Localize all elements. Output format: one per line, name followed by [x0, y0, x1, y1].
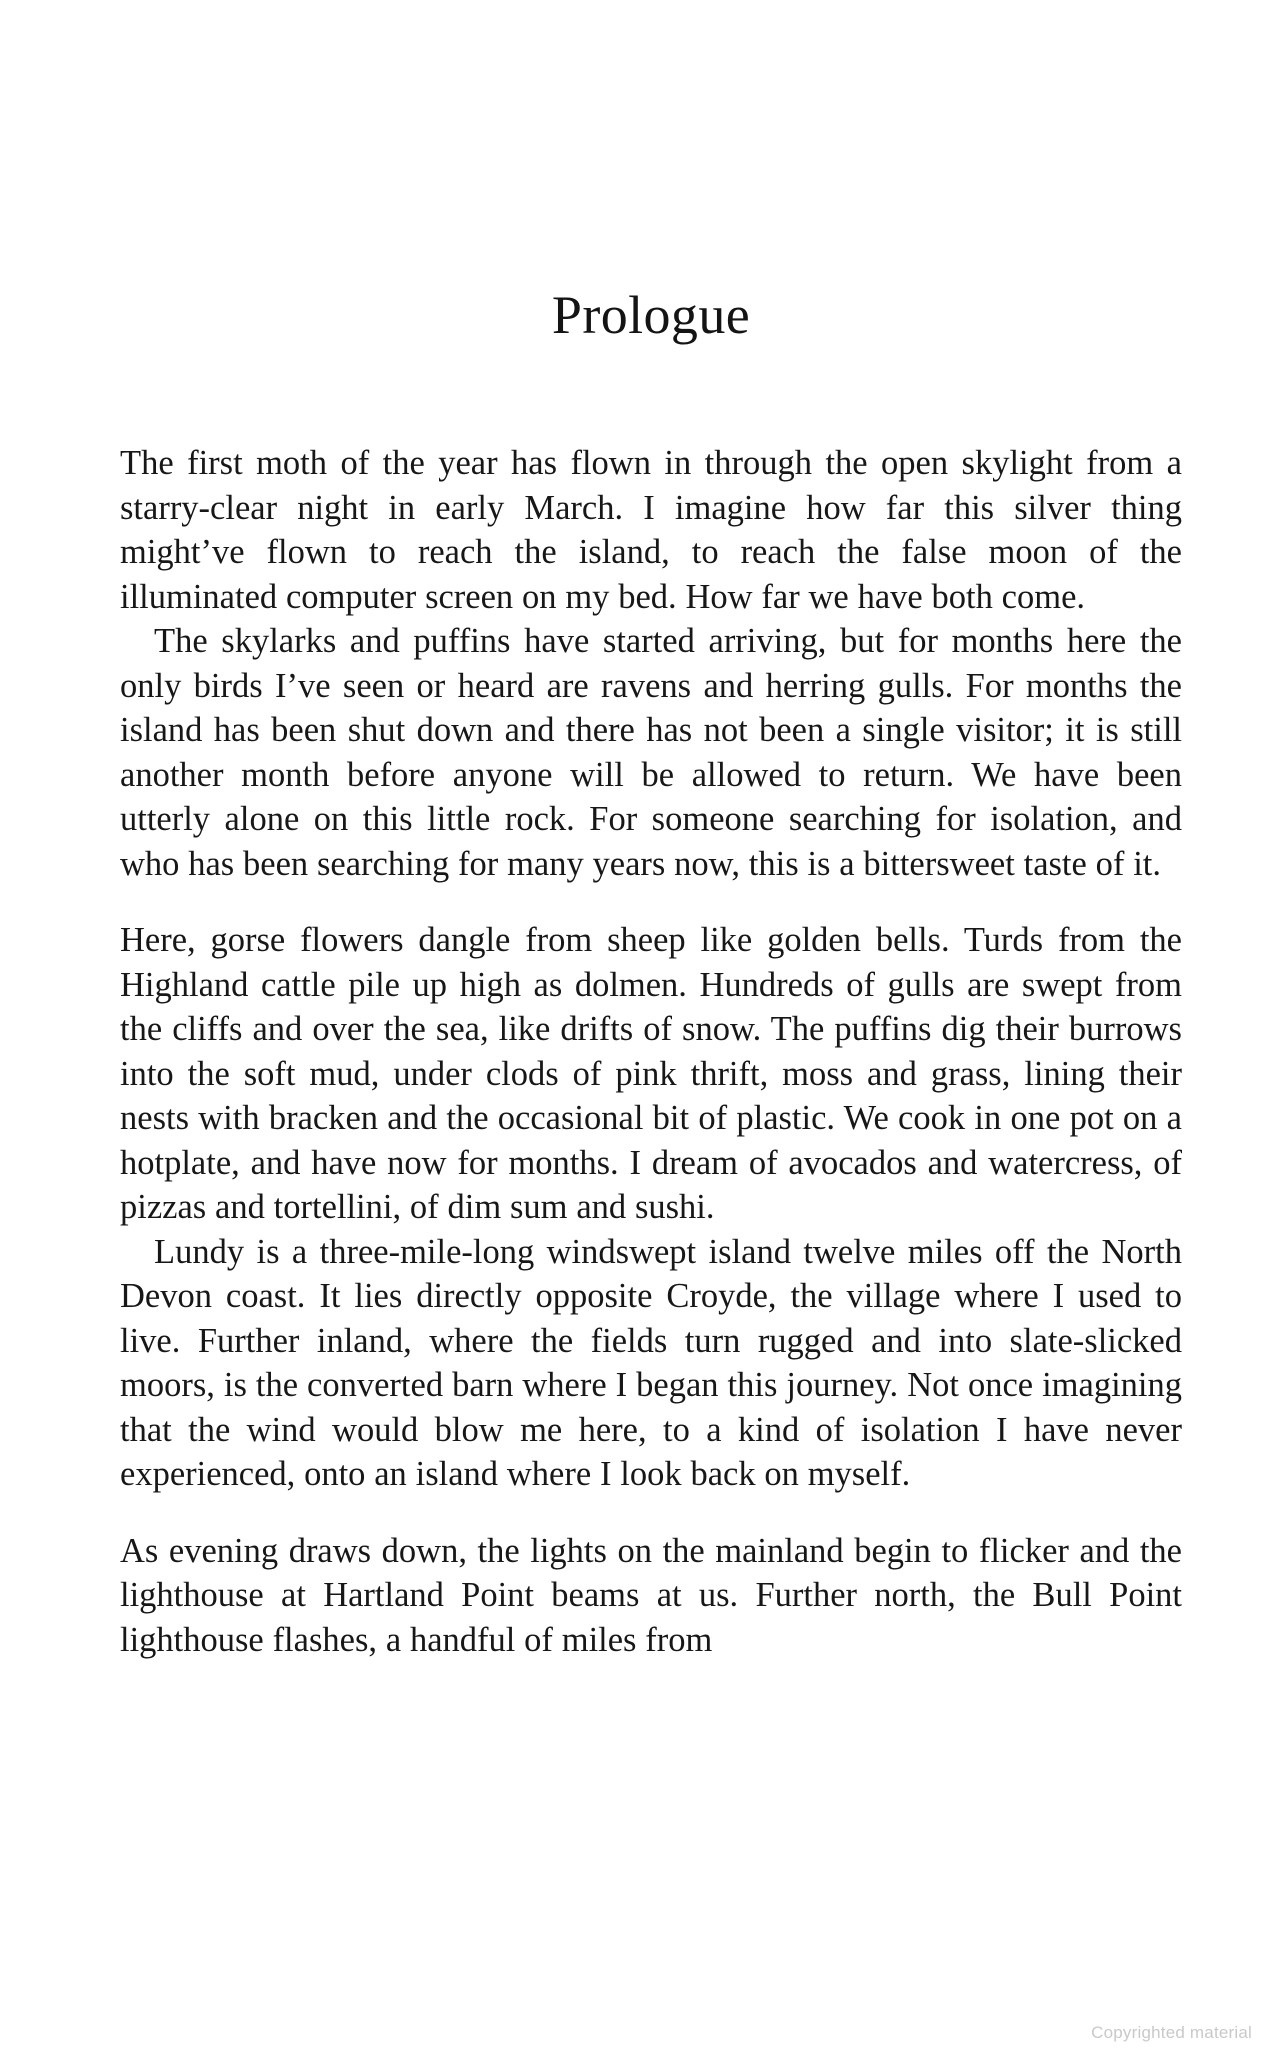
chapter-title: Prologue	[551, 285, 751, 345]
paragraph-1: The first moth of the year has flown in through the open skylight from a starry-clear night in early March. I imagine how far this silver thing might’ve flown to reach the island, to reach the false moon of the illuminated computer screen on my bed. How far we have both come.	[120, 444, 1182, 616]
paragraph-5: As evening draws down, the lights on the mainland begin to flicker and the lighthouse at Hartland Point beams at us. Further north, the Bull Point lighthouse flashes, a handful of miles from	[120, 1531, 1182, 1659]
paragraph-4: Lundy is a three-mile-long windswept island twelve miles off the North Devon coast. It lies directly opposite Croyde, the village where I used to live. Further inland, where the fields turn rugged and into slate-slicked moors, is the converted barn where I began this journey. Not once imagining that the wind would blow me here, to a kind of isolation I have never experienced, onto an island where I look back on myself.	[120, 1232, 1182, 1494]
copyright-notice: Copyrighted material	[1091, 2023, 1252, 2042]
page-content	[120, 0, 1182, 1662]
body-text-block	[120, 441, 1182, 1662]
paragraph-2: The skylarks and puffins have started arriving, but for months here the only birds I’ve seen or heard are ravens and herring gulls. For months the island has been shut down and there has not been a single visitor; it is still another month before anyone will be allowed to return. We have been utterly alone on this little rock. For someone searching for isolation, and who has been searching for many years now, this is a bittersweet taste of it.	[120, 622, 1182, 883]
paragraph-3: Here, gorse flowers dangle from sheep like golden bells. Turds from the Highland cattle pile up high as dolmen. Hundreds of gulls are swept from the cliffs and over the sea, like drifts of snow. The puffins dig their burrows into the soft mud, under clods of pink thrift, moss and grass, lining their nests with bracken and the occasional bit of plastic. We cook in one pot on a hotplate, and have now for months. I dream of avocados and watercress, of pizzas and tortellini, of dim sum and sushi.	[120, 921, 1182, 1227]
